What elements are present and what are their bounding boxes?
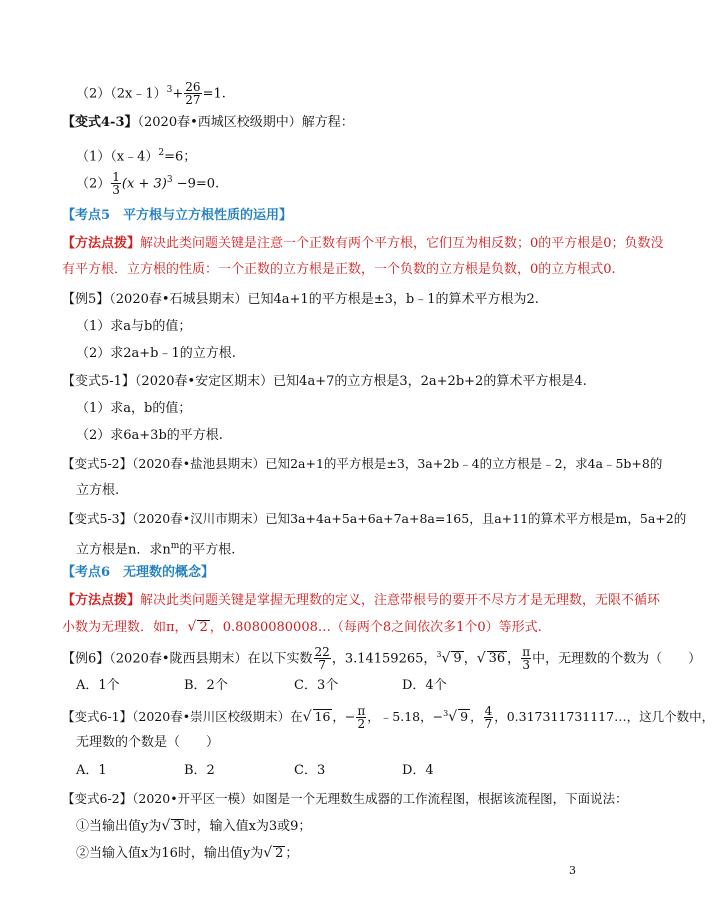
- text: (x + 3): [121, 176, 167, 192]
- exponent: 3: [166, 85, 173, 95]
- section-heading-6: 【考点6 无理数的概念】: [62, 565, 215, 580]
- page-number: 3: [569, 864, 576, 877]
- exponent: m: [170, 541, 180, 551]
- variant-5-3-line2: [76, 536, 600, 560]
- option-a: A．1个: [76, 678, 120, 693]
- text: =6；: [164, 149, 197, 165]
- denominator: 3: [522, 658, 530, 673]
- text: 【变式6-1】（2020春•崇川区校级期末）在: [62, 709, 303, 725]
- tag: 【变式4-3】: [62, 115, 138, 130]
- denominator: 7: [484, 717, 493, 732]
- text: 时，输入值x为3或9；: [183, 819, 312, 834]
- numerator: 26: [185, 80, 201, 95]
- variant-5-1: 【变式5-1】（2020春•安定区期末）已知4a+7的立方根是3，2a+2b+2的算术平方根是4.: [62, 374, 587, 389]
- option-c: C．3: [294, 763, 326, 778]
- option-b: B．2个: [184, 678, 228, 693]
- text: ；: [285, 846, 299, 861]
- method-text: 解决此类问题关键是注意一个正数有两个平方根，它们互为相反数；0的平方根是0；负数没: [140, 236, 664, 251]
- denominator: 27: [185, 93, 201, 108]
- text: ，﹣5.18，−: [367, 709, 444, 725]
- radicand: 16: [314, 709, 331, 725]
- text: −9=0.: [172, 176, 220, 192]
- fraction: [314, 646, 331, 671]
- text: （1）（x﹣4）: [76, 149, 159, 165]
- method-tip-5-line1: [62, 234, 664, 254]
- radicand: 36: [488, 651, 506, 667]
- method-text: ，0.8080080008…（每两个8之间依次多1个0）等形式.: [209, 620, 542, 635]
- denominator: 2: [357, 717, 366, 732]
- fraction: [111, 171, 121, 196]
- sqrt-icon: √: [441, 650, 451, 667]
- option-d: D．4: [402, 763, 434, 778]
- option-c: C．3个: [294, 678, 339, 693]
- text: ①当输出值y为: [76, 819, 162, 834]
- exponent: 3: [166, 175, 173, 185]
- method-tag: 【方法点拨】: [62, 593, 141, 608]
- equation-2: [76, 80, 600, 106]
- variant-5-2-line2: 立方根.: [76, 483, 120, 498]
- method-tag: 【方法点拨】: [62, 236, 141, 251]
- radicand: 3: [173, 819, 182, 834]
- fraction: [521, 646, 531, 671]
- numerator: π: [357, 704, 366, 719]
- text: 中，无理数的个数为（ ）: [532, 651, 702, 667]
- variant-6-2-statement1: [76, 816, 600, 837]
- denominator: 3: [112, 183, 120, 198]
- sqrt-icon: √: [302, 709, 312, 726]
- sqrt-icon: √: [161, 818, 171, 834]
- method-tip-5-line2: 有平方根．立方根的性质：一个正数的立方根是正数，一个负数的立方根是负数，0的立方根式0.: [62, 262, 616, 277]
- radicand: 9: [460, 709, 469, 725]
- sqrt-icon: √: [448, 709, 458, 726]
- method-tip-6-line2: [62, 617, 600, 638]
- variant-5-3: 【变式5-3】（2020春•汉川市期末）已知3a+4a+5a+6a+7a+8a=165，且a+11的算术平方根是m，5a+2的: [62, 511, 687, 526]
- variant-6-1-line2: 无理数的个数是（ ）: [76, 735, 220, 750]
- text: ，3.14159265，: [331, 651, 437, 667]
- variant-6-1: [62, 704, 714, 732]
- cube-root-index-icon: 3: [436, 650, 442, 659]
- example-6: 【例6】（2020春•陇西县期末）在以下实数 $\frac{22}{7}$ ，3.14159265，$^3$√ 9 ，√ 36 ， $\frac{\pi}{3}$ 中，无理数的个数为（ ）: [62, 645, 702, 673]
- method-text: 小数为无理数．如π，: [62, 620, 188, 635]
- text: （2020春•西城区校级期中）解方程：: [137, 115, 354, 130]
- method-tip-6-line1: [62, 591, 661, 611]
- sqrt-icon: √: [263, 845, 273, 861]
- example-5-part2: （2）求2a+b﹣1的立方根.: [76, 346, 236, 361]
- text: 【例6】（2020春•陇西县期末）在以下实数: [62, 651, 313, 667]
- variant-6-2: 【变式6-2】（2020•开平区一模）如图是一个无理数生成器的工作流程图，根据该流程图，下面说法：: [62, 791, 628, 806]
- variant-5-1-part2: （2）求6a+3b的平方根.: [76, 428, 223, 443]
- radicand: 2: [275, 846, 284, 861]
- section-heading-5: 【考点5 平方根与立方根性质的运用】: [62, 208, 293, 223]
- cube-root-index-icon: 3: [443, 709, 449, 718]
- text: 立方根是n．求n: [76, 542, 171, 558]
- text: ②当输入值x为16时，输出值y为: [76, 846, 264, 861]
- variant-6-2-statement2: [76, 843, 600, 864]
- text: ，−: [332, 709, 356, 725]
- fraction: [184, 81, 201, 106]
- variant-5-1-part1: （1）求a，b的值；: [76, 401, 192, 416]
- fraction: [356, 705, 366, 730]
- radicand: 2: [199, 620, 208, 635]
- sqrt-icon: √: [187, 619, 197, 635]
- denominator: 7: [318, 658, 326, 673]
- text: 的平方根.: [179, 542, 236, 558]
- text: （2）: [76, 176, 111, 192]
- text: ，: [470, 709, 483, 725]
- numerator: 1: [112, 170, 120, 185]
- numerator: 22: [314, 645, 330, 660]
- exponent: 2: [158, 148, 165, 158]
- sqrt-icon: √: [476, 650, 486, 667]
- option-d: D．4个: [402, 678, 447, 693]
- method-text: 解决此类问题关键是掌握无理数的定义，注意带根号的要开不尽方才是无理数，无限不循环: [140, 593, 661, 608]
- numerator: π: [522, 645, 531, 660]
- text: +: [172, 86, 184, 102]
- variant-4-3-part2: [76, 170, 600, 196]
- variant-4-3: [62, 113, 600, 133]
- text: ，0.317311731117…，这几个数中，: [494, 709, 714, 725]
- text: （2）（2x﹣1）: [76, 86, 167, 102]
- example-5-part1: （1）求a与b的值；: [76, 319, 192, 334]
- option-a: A．1: [76, 763, 107, 778]
- fraction: [484, 705, 494, 730]
- radicand: 9: [453, 651, 462, 667]
- numerator: 4: [484, 704, 493, 719]
- option-b: B．2: [184, 763, 215, 778]
- example-5: 【例5】（2020春•石城县期末）已知4a+1的平方根是±3，b﹣1的算术平方根为2.: [62, 292, 539, 307]
- text: =1.: [202, 86, 226, 102]
- variant-4-3-part1: [76, 143, 600, 167]
- variant-5-2: 【变式5-2】（2020春•盐池县期末）已知2a+1的平方根是±3，3a+2b﹣4的立方根是﹣2，求4a﹣5b+8的: [62, 456, 663, 471]
